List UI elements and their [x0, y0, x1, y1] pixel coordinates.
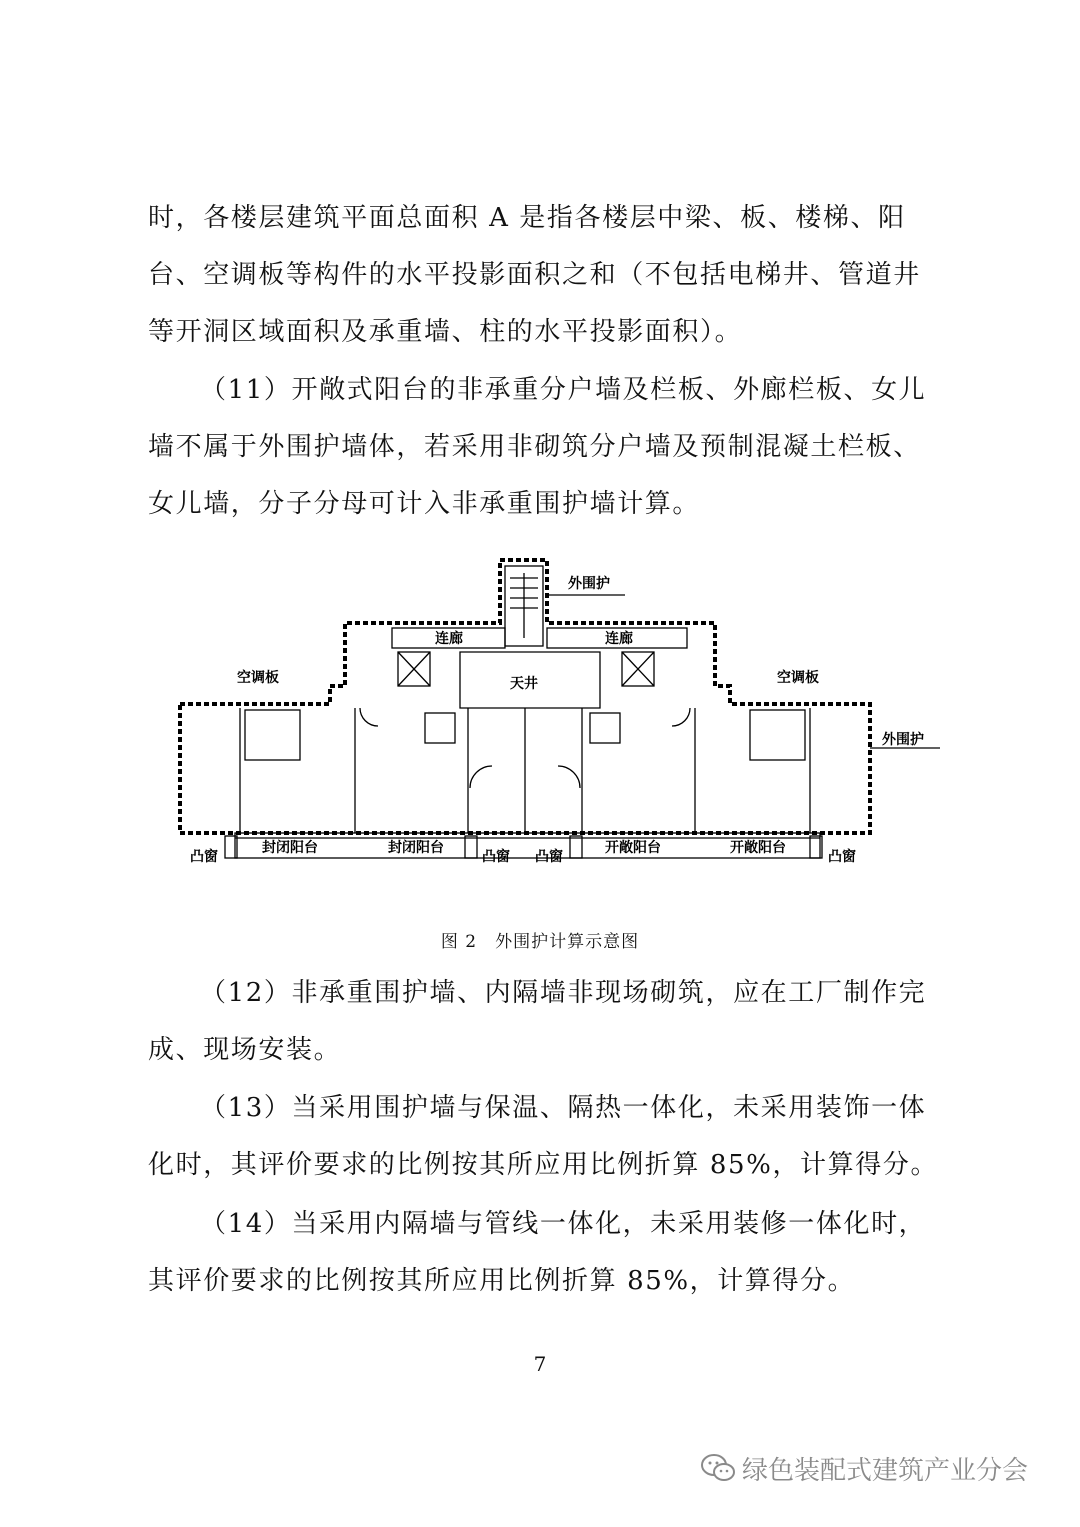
paragraph-11: （11）开敞式阳台的非承重分户墙及栏板、外廊栏板、女儿墙不属于外围护墙体，若采用非砌筑分户墙及预制混凝土栏板、女儿墙，分子分母可计入非承重围护墙计算。	[148, 375, 927, 519]
label-corridor-right: 连廊	[605, 631, 633, 647]
page-number: 7	[533, 1352, 547, 1376]
label-outer-right: 外围护	[882, 732, 924, 748]
label-courtyard: 天井	[510, 676, 538, 692]
wechat-icon	[700, 1453, 736, 1483]
floor-plan-figure	[170, 548, 940, 878]
label-bay-window-2: 凸窗	[482, 849, 510, 865]
paragraph-12: （12）非承重围护墙、内隔墙非现场砌筑，应在工厂制作完成、现场安装。	[148, 978, 927, 1065]
label-open-balcony-1: 开敞阳台	[605, 840, 661, 856]
label-bay-window-3: 凸窗	[535, 849, 563, 865]
paragraph-14: （14）当采用内隔墙与管线一体化，未采用装修一体化时，其评价要求的比例按其所应用比例折算 85%，计算得分。	[148, 1209, 927, 1296]
label-bay-window-1: 凸窗	[190, 849, 218, 865]
watermark-text: 绿色装配式建筑产业分会	[742, 1455, 1029, 1486]
label-open-balcony-2: 开敞阳台	[730, 840, 786, 856]
label-outer-top: 外围护	[568, 576, 610, 592]
paragraph-continued: 时，各楼层建筑平面总面积 A 是指各楼层中梁、板、楼梯、阳台、空调板等构件的水平投影面积之和（不包括电梯井、管道井等开洞区域面积及承重墙、柱的水平投影面积）。	[148, 203, 921, 347]
figure-caption: 图 2 外围护计算示意图	[440, 932, 640, 952]
label-corridor-left: 连廊	[435, 631, 463, 647]
watermark	[700, 1448, 1028, 1488]
paragraph-13: （13）当采用围护墙与保温、隔热一体化，未采用装饰一体化时，其评价要求的比例按其所应用比例折算 85%，计算得分。	[148, 1093, 939, 1180]
label-closed-balcony-1: 封闭阳台	[262, 840, 318, 856]
label-bay-window-4: 凸窗	[828, 849, 856, 865]
label-ac-right: 空调板	[777, 670, 819, 686]
label-closed-balcony-2: 封闭阳台	[388, 840, 444, 856]
label-ac-left: 空调板	[237, 670, 279, 686]
